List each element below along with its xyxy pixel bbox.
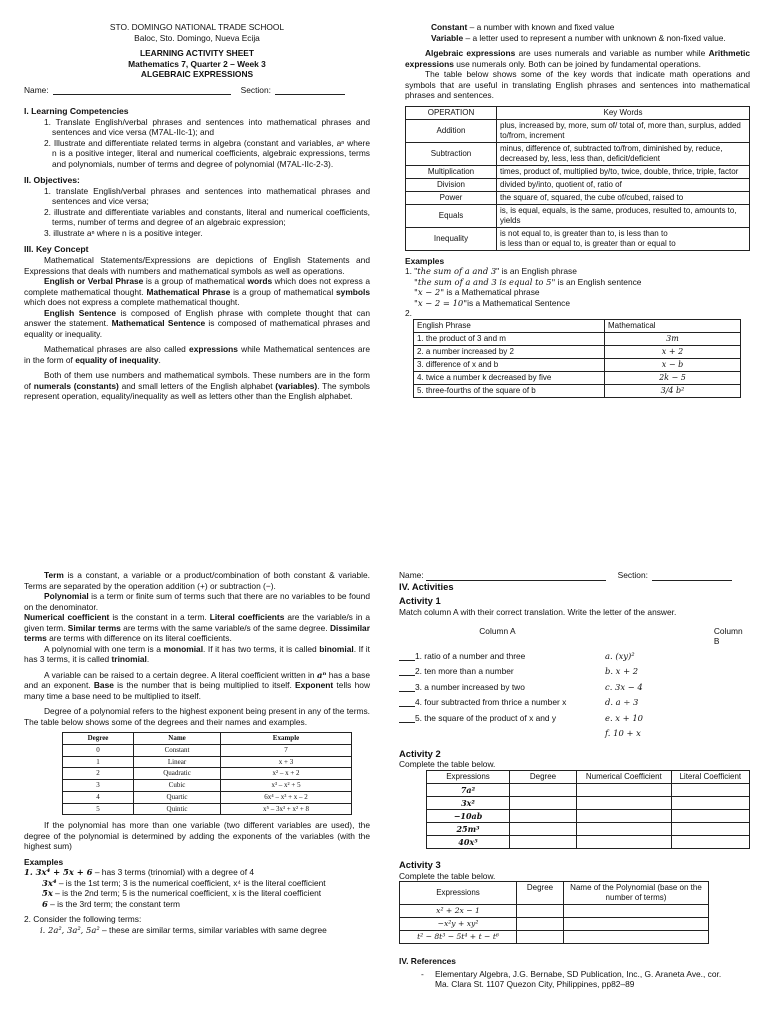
example-line	[24, 899, 370, 910]
activity1-title: Activity 1	[399, 595, 441, 607]
table-row	[63, 744, 352, 756]
degree-cell: x⁵ – 3x³ + x² + 8	[221, 803, 352, 815]
section-label: Section:	[240, 84, 271, 95]
text-run: " is an English phrase	[496, 266, 577, 276]
table-row	[427, 783, 750, 796]
operation-cell: Multiplication	[406, 165, 497, 178]
answer-blank[interactable]	[399, 666, 415, 676]
text-run: .	[146, 654, 150, 664]
operation-cell: Inequality	[406, 227, 497, 250]
text-run: . If it has 3 terms, it is called	[24, 643, 370, 664]
table-row	[63, 780, 352, 792]
text-run: is a Mathematical phrase	[444, 287, 540, 297]
degree-cell: x + 3	[221, 756, 352, 768]
text-run: which does not express a complete mathematical thought.	[24, 276, 370, 297]
english-phrase-cell: 2. a number increased by 2	[414, 345, 605, 358]
column-a-item: 5. the square of the product of x and y	[415, 712, 557, 723]
text-run: is a term or finite sum of terms such that there are no variables to be found on the denominator.	[24, 591, 370, 612]
text-run: – is the 2nd term; 5 is the numerical coefficient, x is the literal coefficient	[52, 888, 322, 899]
expression-cell: 7a²	[427, 783, 510, 796]
table-row	[427, 835, 750, 848]
table-row	[63, 791, 352, 803]
math-text: 3x⁴	[42, 877, 57, 888]
section-blank[interactable]	[652, 570, 732, 581]
degree-answer-cell[interactable]	[517, 905, 564, 918]
keywords-cell: times, product of, multiplied by/to, twice, double, thrice, triple, factor	[497, 165, 750, 178]
example-line	[24, 867, 370, 878]
objective-item: 3. illustrate aⁿ where n is a positive integer.	[44, 227, 203, 238]
degree-definition: Degree of a polynomial refers to the highest exponent being present in any of the terms. The table below shows some of the degrees and their names and examples.	[24, 706, 370, 727]
table-header: Degree	[517, 882, 564, 905]
table-row	[414, 345, 741, 358]
degree-cell: 4	[63, 791, 134, 803]
activity2-instructions: Complete the table below.	[399, 759, 496, 770]
term-term: Term	[44, 570, 64, 580]
term-dissimilar: Dissimilar terms	[24, 622, 370, 643]
answer-blank[interactable]	[399, 713, 415, 723]
term-binomial: binomial	[319, 643, 354, 654]
term-trinomial: trinomial	[111, 654, 147, 664]
math-text: aⁿ	[317, 669, 327, 680]
matching-item	[399, 651, 603, 662]
operation-cell: Power	[406, 191, 497, 204]
activity3-title: Activity 3	[399, 858, 441, 870]
term-expressions: expressions	[189, 344, 238, 355]
table-header-row	[414, 319, 741, 332]
activity2-table	[426, 770, 750, 849]
table-row	[406, 178, 750, 191]
term-numerals: numerals (constants)	[33, 380, 119, 391]
term-variable: Variable	[431, 32, 464, 43]
degree-answer-cell[interactable]	[517, 931, 564, 944]
table-header-row	[406, 106, 750, 119]
section-blank[interactable]	[275, 85, 345, 96]
literal-answer-cell[interactable]	[671, 796, 749, 809]
objective-item: 2. illustrate and differentiate variables and constants, literal and numerical coefficients, terms, number of terms and degree of an algebraic expression;	[44, 206, 370, 228]
bottom-left-page	[24, 570, 370, 935]
keywords-cell: minus, difference of, subtracted to/from, diminished by, reduce, decreased by, less, less than, deficit/deficient	[497, 142, 750, 165]
coefficient-definition	[24, 612, 370, 644]
table-header-row	[63, 733, 352, 745]
expression-cell: 40x⁵	[427, 835, 510, 848]
text-run: are terms with the same variable/s of the same degree.	[120, 622, 330, 633]
table-header: Degree	[510, 770, 577, 783]
text-run: – is the 1st term; 3 is the numerical coefficient, x⁴ is the literal coefficient	[56, 877, 326, 888]
table-header: Name of the Polynomial (base on the number of terms)	[564, 882, 709, 905]
column-a-item: 3. a number increased by two	[415, 681, 525, 692]
variable-definition	[405, 33, 750, 44]
term-monomial: monomial	[163, 643, 204, 654]
table-header: Name	[134, 733, 221, 745]
exponent-definition	[24, 670, 370, 702]
matching-item	[399, 682, 603, 693]
keywords-cell: the square of, squared, the cube of/cubed, raised to	[497, 191, 750, 204]
column-a-item: 1. ratio of a number and three	[415, 650, 526, 661]
keywords-cell: plus, increased by, more, sum of/ total of, more than, surplus, added to/from, increment	[497, 119, 750, 142]
degree-cell: Linear	[134, 756, 221, 768]
example-line	[405, 277, 750, 288]
text-run: are uses numerals and variable as number while	[515, 48, 709, 58]
text-run: is a Mathematical Sentence	[467, 297, 570, 308]
polynomial-name-answer-cell[interactable]	[564, 905, 709, 918]
table-header: Mathematical	[605, 319, 741, 332]
text-run: and small letters of the English alphabet	[118, 380, 276, 391]
references-heading: IV. References	[399, 956, 456, 966]
objectives-heading: II. Objectives:	[24, 175, 80, 186]
examples-heading: Examples	[405, 255, 445, 266]
english-phrase-cell: 5. three-fourths of the square of b	[414, 384, 605, 397]
term-similar: Similar terms	[67, 622, 121, 633]
name-section-row	[399, 570, 750, 581]
math-text: "x − 2"	[414, 287, 445, 297]
table-row	[406, 227, 750, 250]
degree-cell: 3	[63, 780, 134, 792]
answer-blank[interactable]	[399, 682, 415, 692]
answer-blank[interactable]	[399, 697, 415, 707]
competencies-list	[24, 117, 370, 170]
text-run: – has 3 terms (trinomial) with a degree of 4	[92, 867, 255, 878]
matching-area	[399, 651, 750, 744]
table-row	[63, 756, 352, 768]
text-run: Mathematical phrases are also called	[44, 344, 190, 355]
expression-cell: 3x²	[427, 796, 510, 809]
name-label: Name:	[24, 84, 49, 95]
text-run: which does not express a complete mathematical thought.	[24, 297, 240, 308]
math-text: 6	[42, 898, 48, 909]
math-text: "the sum of a and 3 is equal to 5"	[414, 276, 556, 287]
literal-answer-cell[interactable]	[671, 783, 749, 796]
keywords-cell: is, is equal, equals, is the same, produces, resulted to, amounts to, yields	[497, 204, 750, 227]
table-row	[414, 371, 741, 384]
math-phrase-cell: 2k − 5	[605, 371, 741, 384]
math-text: "x − 2 = 10"	[414, 297, 468, 308]
example-line	[24, 925, 370, 936]
table-row	[400, 905, 709, 918]
column-b-item: d. a ÷ 3	[605, 697, 639, 707]
key-concept-p5	[24, 370, 370, 402]
text-run: . If it has two terms, it is called	[203, 643, 320, 654]
math-phrase-cell: 3m	[605, 332, 741, 345]
numerical-answer-cell[interactable]	[577, 809, 672, 822]
polynomial-definition	[24, 591, 370, 612]
math-phrase-cell: 3/4 b²	[605, 384, 741, 397]
english-phrase-cell: 3. difference of x and b	[414, 358, 605, 371]
section-label: Section:	[617, 570, 648, 580]
text-run: . The symbols represent operation, equality/inequality as well as letters other than the English alphabet.	[24, 380, 370, 402]
term-polynomial: Polynomial	[44, 591, 89, 601]
key-concept-p3	[24, 308, 370, 340]
topic-line: ALGEBRAIC EXPRESSIONS	[140, 69, 254, 79]
expression-cell: −10ab	[427, 809, 510, 822]
text-run: .	[158, 354, 161, 365]
table-row	[406, 204, 750, 227]
text-run: tells how many time a base need to be multiplied to itself.	[24, 680, 370, 701]
column-a-item: 2. ten more than a number	[415, 666, 514, 676]
text-run: are terms with difference on its literal coefficients.	[46, 633, 232, 643]
activity1-instructions: Match column A with their correct translation. Write the letter of the answer.	[399, 607, 677, 617]
degree-cell: 5	[63, 803, 134, 815]
example-line	[405, 298, 750, 309]
degree-answer-cell[interactable]	[510, 822, 577, 835]
math-text: 1. 3x⁴ + 5x + 6	[24, 867, 93, 878]
name-label: Name:	[399, 570, 424, 580]
matching-item	[399, 713, 603, 724]
term-constant: Constant	[431, 22, 468, 32]
degree-answer-cell[interactable]	[517, 918, 564, 931]
text-run: A polynomial with one term is a	[44, 643, 164, 654]
column-b-item: e. x + 10	[605, 712, 644, 723]
name-section-row	[24, 85, 370, 96]
competency-item: 2. Illustrate and differentiate related terms in algebra (constant and variables, aⁿ where n is a positive integer, literal and numerical coefficients, algebraic expressions, terms and polynomials, number of terms and degree of polynomial (M7AL-IIc-2-3).	[44, 137, 370, 169]
degree-cell: Quadratic	[134, 768, 221, 780]
table-row	[406, 119, 750, 142]
operation-cell: Equals	[406, 204, 497, 227]
activity3-instructions: Complete the table below.	[399, 870, 496, 881]
key-concept-p4	[24, 344, 370, 365]
top-right-page	[405, 22, 750, 398]
example-line	[24, 878, 370, 889]
degree-answer-cell[interactable]	[510, 835, 577, 848]
term-base: Base	[93, 680, 114, 690]
table-header: Example	[221, 733, 352, 745]
column-b-item: f. 10 + x	[605, 728, 641, 738]
term-equality: equality of inequality	[75, 354, 159, 365]
column-labels	[399, 626, 750, 647]
table-row	[414, 384, 741, 397]
term-variables: (variables)	[275, 380, 318, 391]
term-math-phrase: Mathematical Phrase	[146, 286, 231, 297]
term-english-phrase: English or Verbal Phrase	[44, 276, 144, 287]
table-header: Expressions	[400, 882, 517, 905]
sheet-title: LEARNING ACTIVITY SHEET	[139, 48, 254, 58]
literal-answer-cell[interactable]	[671, 835, 749, 848]
keywords-table	[405, 106, 750, 251]
operation-cell: Subtraction	[406, 142, 497, 165]
text-run: is the number that is being multiplied to itself.	[113, 680, 296, 690]
term-symbols: symbols	[336, 286, 370, 297]
text-run: while Mathematical sentences are in the form of	[24, 344, 370, 365]
column-b-item: a. (xy)²	[605, 650, 635, 661]
example-line	[24, 888, 370, 899]
table-header-row	[427, 770, 750, 783]
column-b	[605, 651, 643, 744]
term-algebraic: Algebraic expressions	[425, 48, 516, 58]
constant-definition	[405, 22, 750, 33]
math-phrase-cell: x − b	[605, 358, 741, 371]
matching-item	[399, 666, 603, 677]
operation-cell: Addition	[406, 119, 497, 142]
column-a-item: 4. four subtracted from thrice a number x	[415, 697, 567, 707]
name-blank[interactable]	[53, 85, 231, 96]
keywords-cell: is not equal to, is greater than to, is less than to is less than or equal to, is greater than or equal to	[497, 227, 750, 250]
table-header: Degree	[63, 733, 134, 745]
activity3-table	[399, 881, 709, 944]
column-a	[399, 651, 603, 744]
table-row	[400, 918, 709, 931]
reference-text: Elementary Algebra, J.G. Bernabe, SD Publication, Inc., G. Araneta Ave., cor. Ma. Clara St. 1107 Quezon City, Philippines, pp82–89	[435, 968, 722, 989]
math-phrase-cell: x + 2	[605, 345, 741, 358]
column-b-item: c. 3x − 4	[605, 681, 643, 692]
table-intro: The table below shows some of the key words that indicate math operations and symbols that are useful in translating English phrases and sentences into mathematical phrases and sentences.	[405, 69, 750, 100]
math-text: 5x	[42, 888, 53, 899]
matching-item	[399, 697, 603, 708]
term-numerical-coefficient: Numerical coefficient	[24, 612, 110, 622]
table-header-row	[400, 882, 709, 905]
term-words: words	[247, 276, 273, 287]
term-math-sentence: Mathematical Sentence	[111, 318, 206, 329]
math-text: i. 2a², 3a², 5a²	[40, 924, 100, 935]
table-row	[406, 142, 750, 165]
english-phrase-cell: 4. twice a number k decreased by five	[414, 371, 605, 384]
bottom-right-page	[399, 570, 750, 990]
table-row	[63, 803, 352, 815]
keywords-cell: divided by/into, quotient of, ratio of	[497, 178, 750, 191]
polynomial-name-answer-cell[interactable]	[564, 918, 709, 931]
multi-variable-note: If the polynomial has more than one variable (two different variables are used), the degree of the polynomial is determined by adding the exponents of the variables (with the highest sum)	[24, 820, 370, 852]
table-row	[63, 768, 352, 780]
numerical-answer-cell[interactable]	[577, 783, 672, 796]
example-line	[405, 287, 750, 298]
text-run: is the constant in a term.	[109, 612, 210, 622]
example-line: 2. Consider the following terms:	[24, 914, 142, 925]
column-b-item: b. x + 2	[605, 666, 639, 676]
top-left-page	[24, 22, 370, 402]
table-header: Numerical Coefficient	[577, 770, 672, 783]
literal-answer-cell[interactable]	[671, 809, 749, 822]
english-phrase-cell: 1. the product of 3 and m	[414, 332, 605, 345]
algebraic-definition	[405, 48, 750, 69]
numerical-answer-cell[interactable]	[577, 796, 672, 809]
subject-line: Mathematics 7, Quarter 2 – Week 3	[128, 58, 266, 69]
bullet-dash: -	[421, 968, 424, 979]
degree-cell: Cubic	[134, 780, 221, 792]
term-exponent: Exponent	[295, 680, 334, 690]
term-literal-coefficients: Literal coefficients	[209, 612, 285, 622]
text-run: – these are similar terms, similar variables with same degree	[99, 924, 327, 935]
text-run: – a letter used to represent a number with unknown & non-fixed value.	[463, 32, 726, 43]
activity2-title: Activity 2	[399, 747, 441, 759]
key-concept-p2	[24, 276, 370, 308]
objective-item: 1. translate English/verbal phrases and sentences into mathematical phrases and sentences and vice versa;	[44, 185, 370, 207]
table-row	[427, 822, 750, 835]
school-address: Baloc, Sto. Domingo, Nueva Ecija	[134, 32, 260, 43]
table-row	[400, 931, 709, 944]
key-concept-heading: III. Key Concept	[24, 244, 89, 255]
examples-heading: Examples	[24, 856, 64, 867]
math-text: the sum of a and 3	[417, 266, 497, 276]
degree-cell: 7	[221, 744, 352, 756]
table-row	[406, 191, 750, 204]
text-run: use numerals only. Both can be joined by fundamental operations.	[453, 58, 701, 69]
expression-cell: t² − 8t³ − 5t⁴ + t − t⁶	[400, 931, 517, 944]
column-b-label: Column B	[713, 625, 743, 646]
answer-blank[interactable]	[399, 651, 415, 661]
text-run: are the variable/s in a given term.	[24, 612, 370, 633]
text-run: – is the 3rd term; the constant term	[47, 898, 181, 909]
degree-cell: 6x⁴ – x³ + x – 2	[221, 791, 352, 803]
table-header: OPERATION	[406, 106, 497, 119]
operation-cell: Division	[406, 178, 497, 191]
term-definition	[24, 570, 370, 591]
activities-heading: IV. Activities	[399, 580, 454, 592]
text-run: is composed of mathematical phrases and equality or inequality.	[24, 318, 371, 339]
text-run: 1. "	[405, 266, 418, 276]
table-header: Expressions	[427, 770, 510, 783]
polynomial-name-answer-cell[interactable]	[564, 931, 709, 944]
expression-cell: 25m³	[427, 822, 510, 835]
text-run: A variable can be raised to a certain degree. A literal coefficient written in	[44, 669, 318, 680]
competency-item: 1. Translate English/verbal phrases and sentences into mathematical phrases and sentences and vice versa (M7AL-IIc-1); and	[44, 116, 370, 138]
term-english-sentence: English Sentence	[44, 307, 116, 318]
degree-cell: Quartic	[134, 791, 221, 803]
degree-answer-cell[interactable]	[510, 796, 577, 809]
objectives-list	[24, 186, 370, 239]
monomial-definition	[24, 644, 370, 665]
text-run: – a number with known and fixed value	[467, 22, 615, 32]
text-run: is a group of mathematical	[230, 286, 336, 297]
numerical-answer-cell[interactable]	[577, 835, 672, 848]
text-run: is an English sentence	[555, 276, 642, 287]
column-a-label: Column A	[479, 625, 516, 636]
table-row	[427, 809, 750, 822]
text-run: is composed of English phrase with complete thought that can answer the statement.	[24, 307, 370, 329]
numerical-answer-cell[interactable]	[577, 822, 672, 835]
example-line	[405, 266, 750, 277]
text-run: is a constant, a variable or a product/combination of both constant & variable. Terms are separated by the operation addition (+) or subtraction (−).	[24, 570, 370, 591]
text-run: is a group of mathematical	[143, 276, 248, 287]
degree-cell: Quintic	[134, 803, 221, 815]
expression-cell: −x²y + xy²	[400, 918, 517, 931]
text-run: has a base and an exponent.	[24, 669, 370, 690]
degree-cell: 0	[63, 744, 134, 756]
degree-cell: x² – x + 2	[221, 768, 352, 780]
table-header: Key Words	[497, 106, 750, 119]
table-header: English Phrase	[414, 319, 605, 332]
table-header: Literal Coefficient	[671, 770, 749, 783]
table-row	[427, 796, 750, 809]
term-arithmetic: Arithmetic expressions	[405, 48, 750, 69]
table-row	[414, 332, 741, 345]
reference-item	[399, 969, 750, 990]
degree-answer-cell[interactable]	[510, 783, 577, 796]
degree-cell: 1	[63, 756, 134, 768]
degree-cell: 2	[63, 768, 134, 780]
literal-answer-cell[interactable]	[671, 822, 749, 835]
school-name: STO. DOMINGO NATIONAL TRADE SCHOOL	[109, 22, 285, 32]
degree-table	[62, 732, 352, 815]
degree-answer-cell[interactable]	[510, 809, 577, 822]
text-run: Both of them use numbers and mathematical symbols. These numbers are in the form of	[24, 370, 370, 391]
name-blank[interactable]	[426, 570, 606, 581]
degree-cell: Constant	[134, 744, 221, 756]
competencies-heading: I. Learning Competencies	[24, 106, 129, 116]
degree-cell: x³ – x² + 5	[221, 780, 352, 792]
key-concept-p1: Mathematical Statements/Expressions are depictions of English Statements and Expressions that deals with numbers and mathematical symbols as well as operations.	[24, 255, 370, 276]
expression-cell: x² + 2x − 1	[400, 905, 517, 918]
table-row	[414, 358, 741, 371]
english-math-table	[413, 319, 741, 398]
table-row	[406, 165, 750, 178]
example-line: 2.	[405, 308, 412, 318]
